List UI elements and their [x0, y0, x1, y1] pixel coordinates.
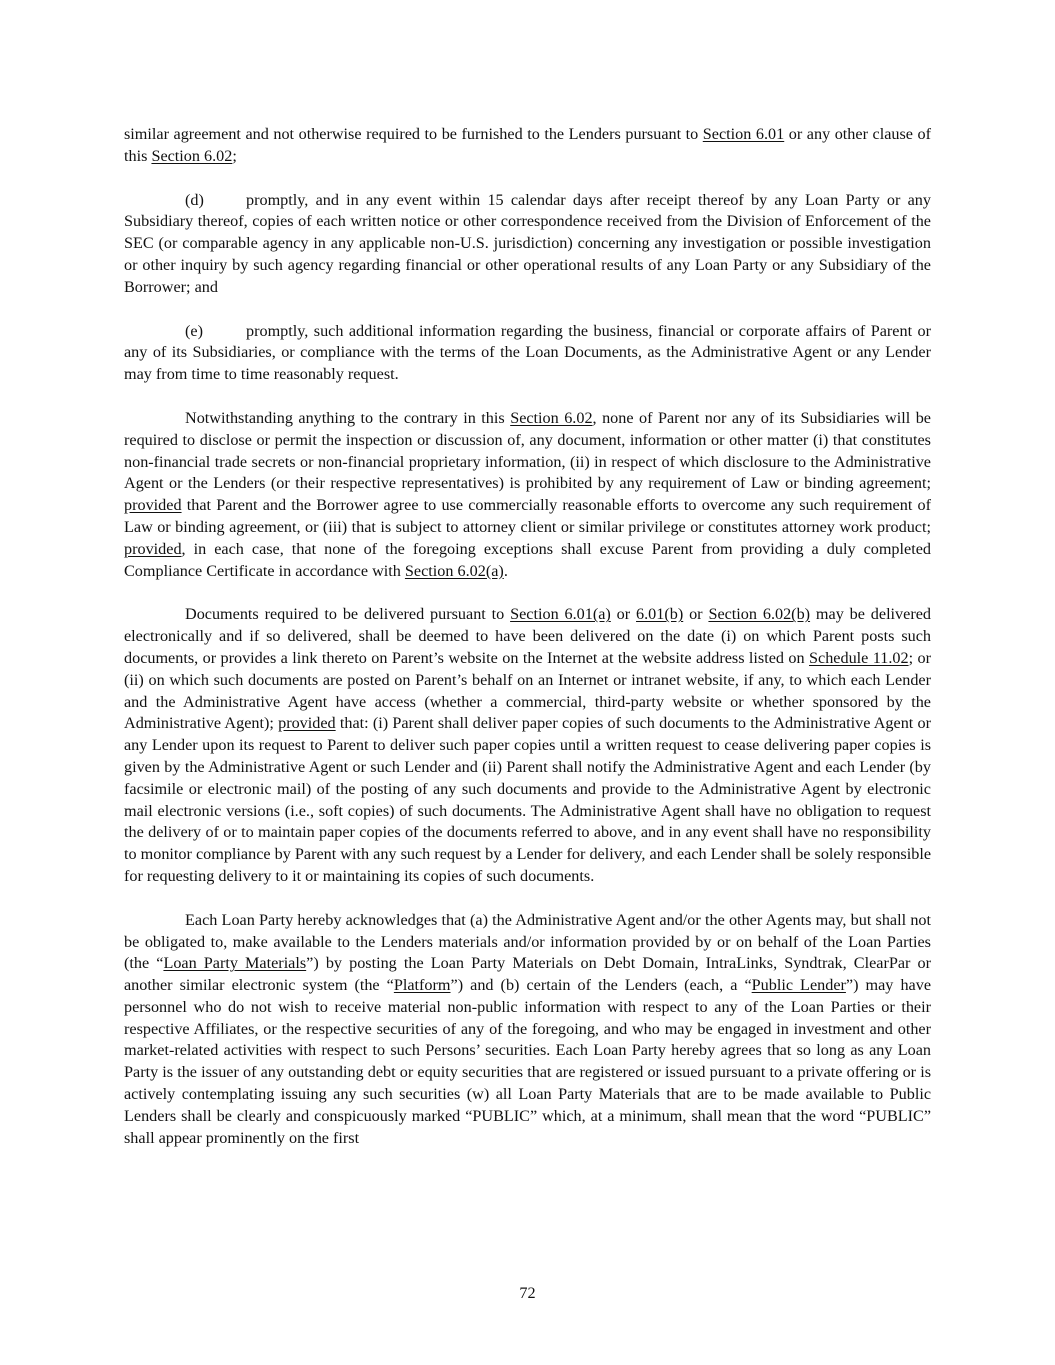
schedule-reference: Schedule 11.02 [809, 648, 909, 667]
document-page [124, 124, 931, 1171]
paragraph-notwithstanding [124, 408, 931, 582]
text-run: may be delivered electronically and if so delivered, shall be deemed to have been delivered on the date (i) on which Parent posts such documents, or provides a link thereto on Parent’s website on the Internet at the website address listed on [124, 605, 932, 667]
section-reference: Section 6.01(a) [510, 605, 611, 624]
section-reference: Section 6.02 [510, 408, 593, 427]
paragraph-each-loan-party [124, 910, 931, 1150]
section-reference: Section 6.02 [151, 146, 233, 165]
paragraph-continuation [124, 124, 931, 168]
provided-term: provided [124, 496, 182, 515]
item-label: (d) [185, 190, 204, 209]
text-run: similar agreement and not otherwise required to be furnished to the Lenders pursuant to [124, 125, 703, 143]
text-run: that: (i) Parent shall deliver paper copies of such documents to the Administrative Agent or any Lender upon its request to Parent to deliver such paper copies until a written request to cease delivering paper copies is given by the Administrative Agent or such Lender and (ii) Parent shall notify the Administrative Agent and each Lender (by facsimile or electronic mail) of the posting of any such documents and provide to the Administrative Agent by electronic mail electronic versions (i.e., soft copies) of such documents. The Administrative Agent shall have no obligation to request the delivery of or to maintain paper copies of the documents referred to above, and in any event shall have no responsibility to monitor compliance by Parent with any such request by a Lender for delivery, and each Lender shall be solely responsible for requesting delivery to it or maintaining its copies of such documents. [124, 714, 931, 885]
text-run: promptly, and in any event within 15 calendar days after receipt thereof by any Loan Party or any Subsidiary thereof, copies of each written notice or other correspondence received from the Division of Enforcement of the SEC (or comparable agency in any applicable non-U.S. jurisdiction) concerning any investigation or possible investigation or other inquiry by such agency regarding financial or other operational results of any Loan Party or any Subsidiary of the Borrower; and [124, 190, 931, 296]
page-number: 72 [519, 1284, 536, 1302]
text-run: or any other clause of this [124, 125, 931, 165]
text-run: that Parent and the Borrower agree to use commercially reasonable efforts to overcome any such requirement of Law or binding agreement, or (iii) that is subject to attorney client or similar privilege or constitutes attorney work product; [124, 496, 931, 536]
defined-term: Platform [393, 976, 451, 995]
section-reference: Section 6.01 [702, 125, 785, 143]
section-reference: Section 6.02(a) [404, 561, 504, 580]
text-run: Each Loan Party hereby acknowledges that (a) the Administrative Agent and/or the other Agents may, but shall not be obligated to, make available to the Lenders materials and/or information provided by or on behalf of the Loan Parties (the “ [124, 910, 931, 973]
paragraph-item-e [124, 321, 931, 386]
provided-term: provided [124, 539, 182, 558]
text-run: ”) may have personnel who do not wish to receive material non-public information with respect to any of the Loan Parties or their respective Affiliates, or the respective securities of any of the foregoing, and who may be engaged in investment and other market-related activities with respect to such Persons’ securities. Each Loan Party hereby agrees that so long as any Loan Party is the issuer of any outstanding debt or equity securities that are registered or issued pursuant to a private offering or is actively contemplating issuing any such securities (w) all Loan Party Materials that are to be made available to Public Lenders shall be clearly and conspicuously marked “PUBLIC” which, at a minimum, shall mean that the word “PUBLIC” shall appear prominently on the first [124, 976, 931, 1147]
item-label: (e) [185, 321, 203, 340]
text-run: , in each case, that none of the foregoing exceptions shall excuse Parent from providing a duly completed Compliance Certificate in accordance with [124, 539, 931, 580]
text-run: ”) by posting the Loan Party Materials on Debt Domain, IntraLinks, Syndtrak, ClearPar or another similar electronic system (the “ [124, 954, 931, 995]
defined-term: Loan Party Materials [163, 954, 307, 973]
section-reference: 6.01(b) [636, 605, 684, 624]
text-run: or [610, 605, 637, 624]
section-reference: Section 6.02(b) [708, 605, 811, 624]
text-run: or [683, 605, 709, 624]
text-run: Documents required to be delivered pursuant to [185, 605, 511, 624]
text-run: Notwithstanding anything to the contrary in this [185, 408, 511, 427]
paragraph-item-d [124, 190, 931, 299]
text-run: , none of Parent nor any of its Subsidiaries will be required to disclose or permit the inspection or discussion of, any document, information or other matter (i) that constitutes non-financial trade secrets or non-financial proprietary information, (ii) in respect of which disclosure to the Administrative Agent or the Lenders (or their respective representatives) is prohibited by any requirement of Law or binding agreement; [124, 408, 931, 493]
text-run: ; or (ii) on which such documents are posted on Parent’s behalf on an Internet or intranet website, if any, to which each Lender and the Administrative Agent have access (whether a commercial, third-party website or whether sponsored by the Administrative Agent); [124, 648, 931, 733]
defined-term: Public Lender [751, 976, 846, 995]
provided-term: provided [278, 714, 336, 733]
text-run: . [503, 561, 508, 580]
text-run: promptly, such additional information regarding the business, financial or corporate affairs of Parent or any of its Subsidiaries, or compliance with the terms of the Loan Documents, as the Administrative Agent or any Lender may from time to time reasonably request. [124, 321, 931, 384]
text-run: ”) and (b) certain of the Lenders (each, a “ [450, 976, 752, 995]
text-run: ; [232, 146, 237, 165]
paragraph-documents [124, 604, 931, 887]
